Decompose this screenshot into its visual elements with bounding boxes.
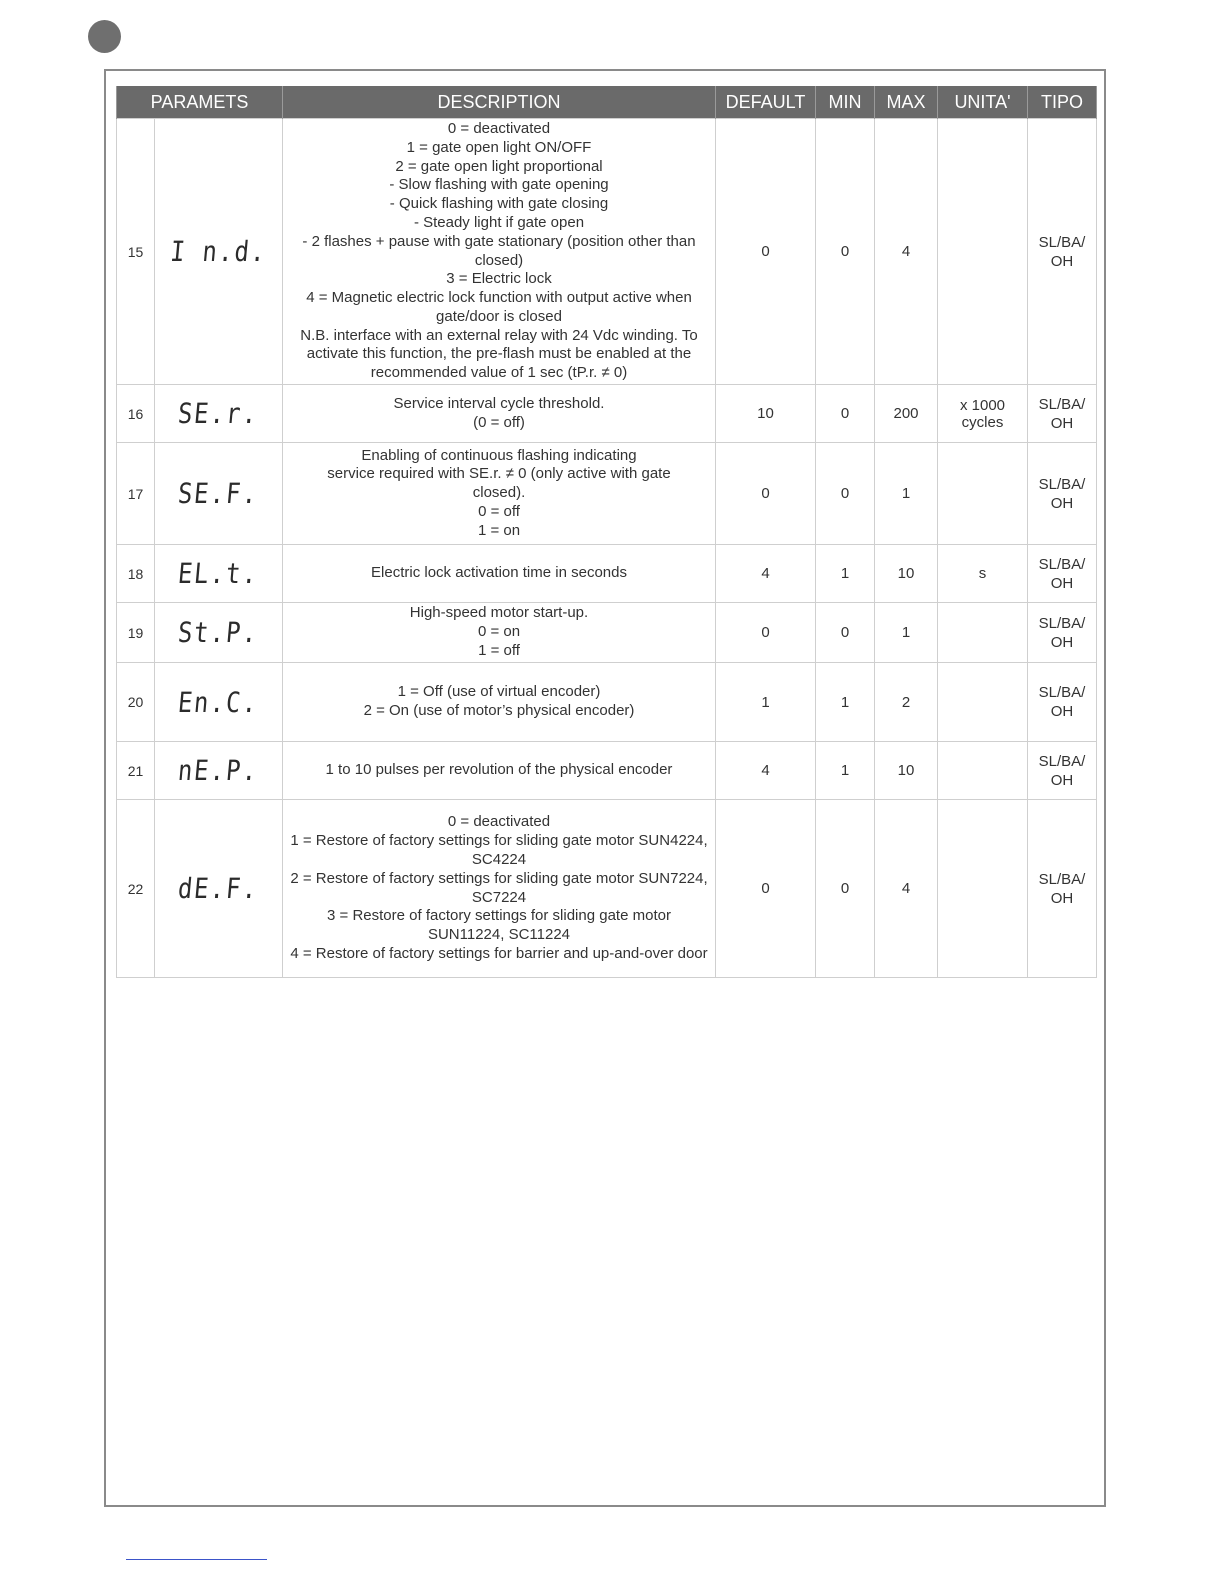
min-value: 1 [816,742,875,800]
description-line: 1 = off [478,641,520,659]
description-line: 1 = on [477,521,521,539]
parameter-number: 19 [117,603,155,663]
parameter-display-code: EL.t. [176,557,261,590]
default-value: 0 [716,443,816,545]
description-line: - Quick flashing with gate closing [389,195,609,213]
header-default: DEFAULT [716,86,816,119]
max-value: 10 [875,742,938,800]
description-line: 1 = Off (use of virtual encoder) [397,683,601,701]
description-line: 2 = gate open light proportional [395,157,603,175]
min-value: 0 [816,119,875,385]
type-value: SL/BA/ OH [1028,119,1097,385]
table-row [117,443,1097,545]
type-value: SL/BA/ OH [1028,385,1097,443]
description-line: Service interval cycle threshold. [393,394,605,412]
parameter-display-code: nE.P. [176,754,261,787]
description-line: - Slow flashing with gate opening [389,176,609,194]
description-line: 0 = deactivated [447,813,551,831]
min-value: 1 [816,545,875,603]
min-value: 0 [816,385,875,443]
type-value: SL/BA/ OH [1028,663,1097,742]
default-value: 10 [716,385,816,443]
parameter-description [283,443,716,545]
min-value: 1 [816,663,875,742]
parameter-display-code: I n.d. [168,235,269,268]
description-line: service required with SE.r. ≠ 0 (only active with gate [327,465,671,483]
parameter-description [283,742,716,800]
parameter-code-cell [155,443,283,545]
description-line: 2 = On (use of motor’s physical encoder) [363,702,635,719]
description-line: 0 = off [478,502,520,520]
header-type: TIPO [1028,86,1097,119]
parameter-display-code: SE.r. [176,397,261,430]
page-marker-dot [88,20,121,53]
description-line: High-speed motor start-up. [409,604,589,622]
table-body [117,119,1097,978]
unit-value [938,119,1028,385]
parameter-number: 17 [117,443,155,545]
default-value: 0 [716,603,816,663]
parameters-table [116,86,1097,978]
parameter-code-cell [155,545,283,603]
description-line: 0 = deactivated [447,119,551,137]
parameter-number: 18 [117,545,155,603]
parameter-description [283,119,716,385]
min-value: 0 [816,800,875,978]
table-row [117,742,1097,800]
parameter-code-cell [155,663,283,742]
parameter-description [283,385,716,443]
parameter-display-code: dE.F. [176,872,261,905]
table-row [117,663,1097,742]
default-value: 0 [716,119,816,385]
description-line: 4 = Restore of factory settings for barrier and up-and-over door [290,944,708,962]
parameter-display-code: En.C. [176,685,261,719]
parameter-code-cell [155,603,283,663]
parameter-description [283,545,716,603]
description-line: 2 = Restore of factory settings for sliding gate motor SUN7224, SC7224 [290,869,708,906]
default-value: 4 [716,742,816,800]
type-value: SL/BA/ OH [1028,742,1097,800]
header-parameters: PARAMETS [117,86,283,119]
default-value: 4 [716,545,816,603]
parameter-code-cell [155,385,283,443]
parameter-display-code: St.P. [176,616,261,649]
default-value: 0 [716,800,816,978]
max-value: 4 [875,119,938,385]
type-value: SL/BA/ OH [1028,545,1097,603]
unit-value: x 1000 cycles [938,385,1028,443]
description-line: 3 = Restore of factory settings for sliding gate motor SUN11224, SC11224 [327,907,671,944]
unit-value [938,663,1028,742]
parameter-description [283,663,716,742]
parameter-code-cell [155,800,283,978]
header-max: MAX [875,86,938,119]
default-value: 1 [716,663,816,742]
max-value: 4 [875,800,938,978]
table-row [117,385,1097,443]
type-value: SL/BA/ OH [1028,800,1097,978]
parameter-description [283,800,716,978]
description-line: closed). [472,484,526,502]
unit-value [938,603,1028,663]
table-row [117,800,1097,978]
table-row [117,603,1097,663]
table-row [117,545,1097,603]
description-line: 1 = gate open light ON/OFF [406,138,592,156]
min-value: 0 [816,603,875,663]
header-min: MIN [816,86,875,119]
description-line: 4 = Magnetic electric lock function with output active when gate/door is closed [306,289,692,325]
header-description: DESCRIPTION [283,86,716,119]
parameter-code-cell [155,119,283,385]
parameter-number: 22 [117,800,155,978]
type-value: SL/BA/ OH [1028,443,1097,545]
description-line: 3 = Electric lock [446,270,552,288]
header-unit: UNITA' [938,86,1028,119]
table-header-row [117,86,1097,119]
description-line: 1 = Restore of factory settings for sliding gate motor SUN4224, SC4224 [290,832,708,868]
max-value: 2 [875,663,938,742]
description-line: N.B. interface with an external relay with 24 Vdc winding. To activate this function, the pre-flash must be enabled at the recommended value of 1 sec (tP.r. ≠ 0) [300,326,698,382]
unit-value [938,800,1028,978]
description-line: - 2 flashes + pause with gate stationary (position other than closed) [302,232,696,269]
unit-value [938,443,1028,545]
max-value: 1 [875,603,938,663]
min-value: 0 [816,443,875,545]
description-line: 0 = on [477,623,521,641]
parameter-number: 15 [117,119,155,385]
footer-link-line [126,1559,267,1560]
max-value: 1 [875,443,938,545]
description-line: Enabling of continuous flashing indicating [361,446,637,464]
parameter-number: 21 [117,742,155,800]
max-value: 10 [875,545,938,603]
description-line: - Steady light if gate open [413,213,585,231]
parameter-display-code: SE.F. [176,477,261,510]
type-value: SL/BA/ OH [1028,603,1097,663]
parameter-description [283,603,716,663]
table-row [117,119,1097,385]
unit-value: s [938,545,1028,603]
description-line: Electric lock activation time in seconds [371,564,627,582]
description-line: (0 = off) [473,413,525,431]
parameter-code-cell [155,742,283,800]
parameter-number: 16 [117,385,155,443]
max-value: 200 [875,385,938,443]
unit-value [938,742,1028,800]
description-line: 1 to 10 pulses per revolution of the physical encoder [325,761,673,779]
parameter-number: 20 [117,663,155,742]
